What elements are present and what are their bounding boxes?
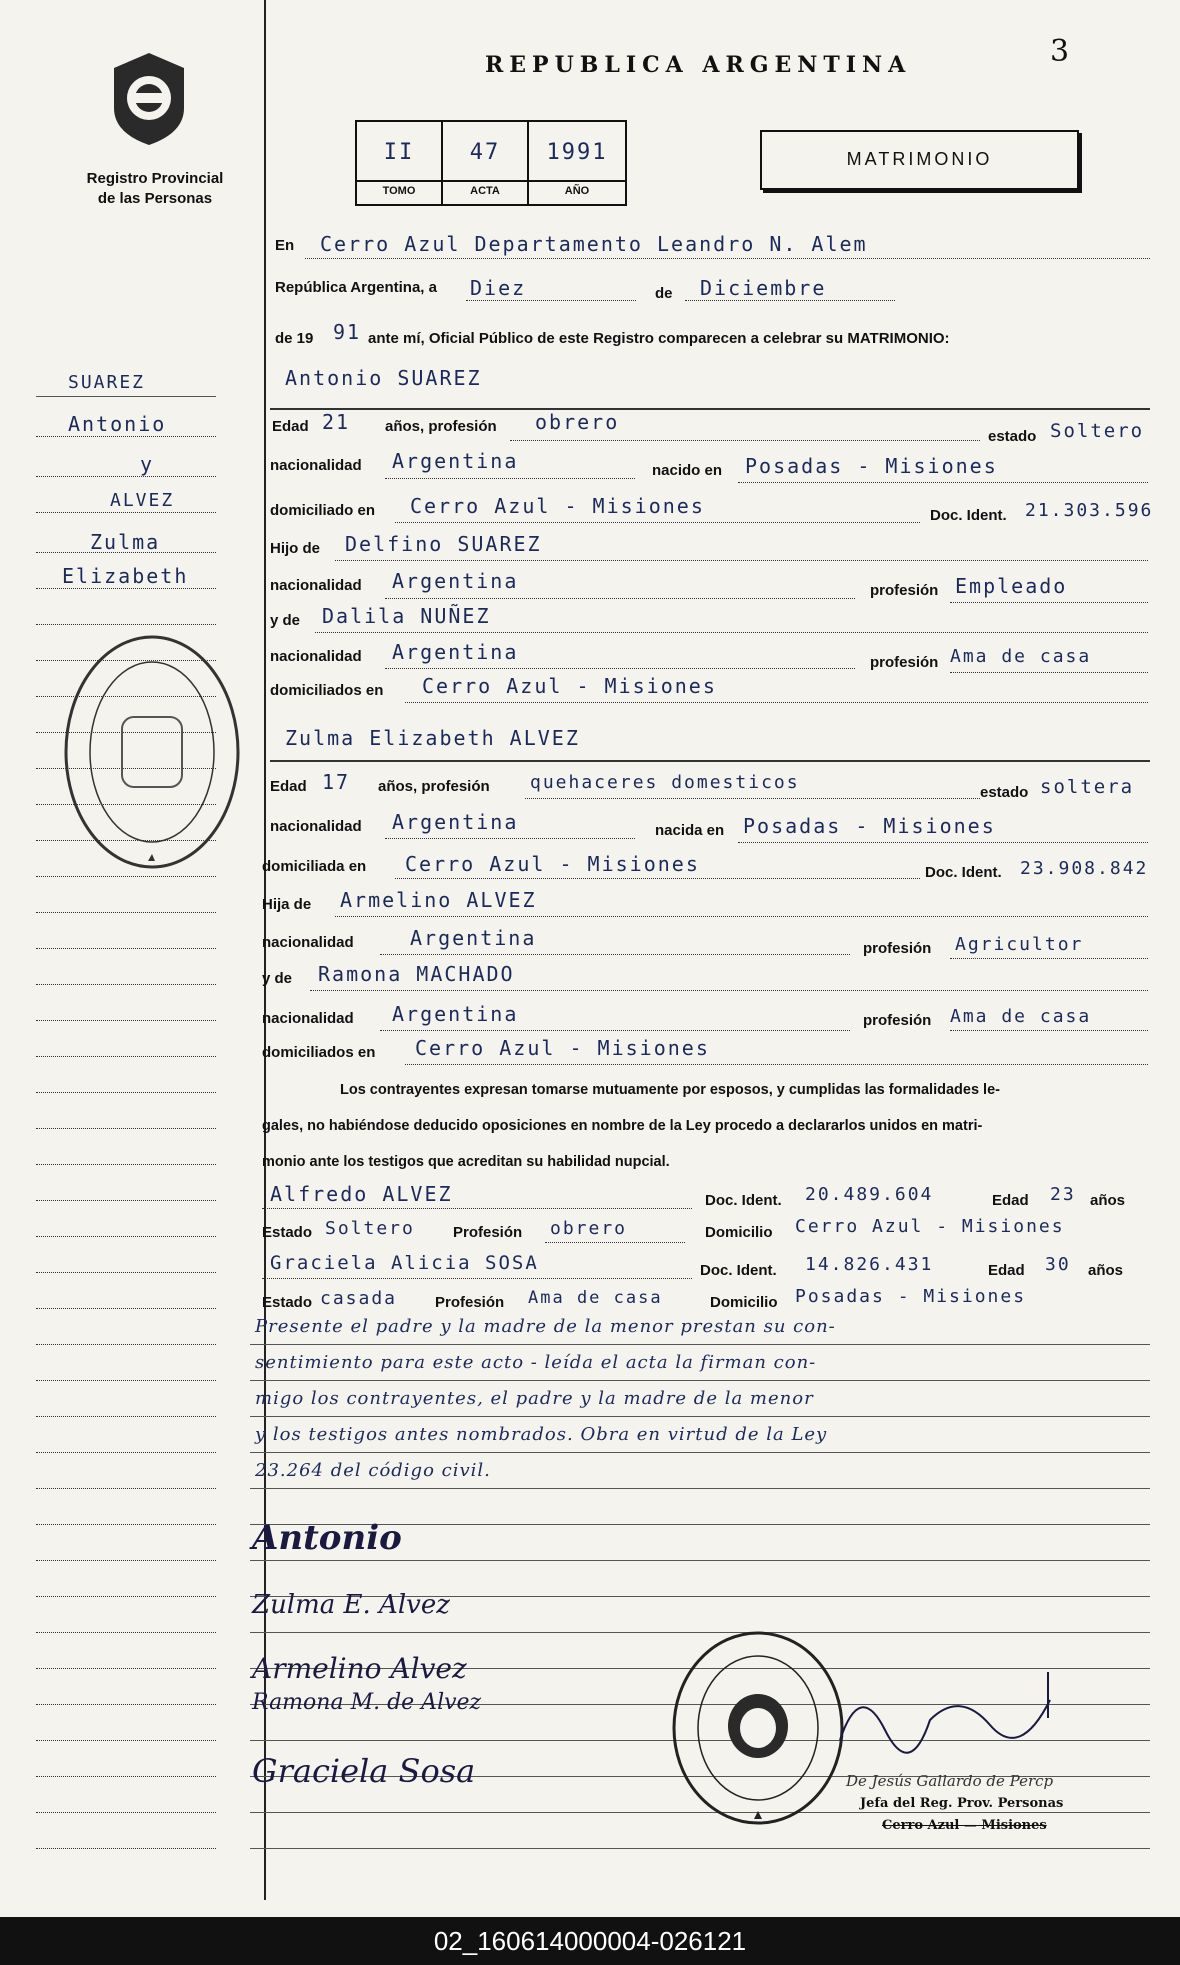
witness1-doc: 20.489.604 — [805, 1184, 934, 1205]
signature-ruled-line — [250, 1560, 1150, 1561]
bride-parents-dom: Cerro Azul - Misiones — [415, 1036, 710, 1060]
margin-sep: y — [140, 452, 155, 476]
witness2-dom-label: Domicilio — [710, 1294, 778, 1311]
groom-doc: 21.303.596 — [1025, 500, 1154, 521]
official-place: Cerro Azul — Misiones — [882, 1818, 1047, 1833]
witness2-name: Graciela Alicia SOSA — [270, 1252, 539, 1274]
country-title: REPUBLICA ARGENTINA — [485, 52, 912, 78]
margin-dotted-line — [36, 1308, 216, 1309]
groom-mother: Dalila NUÑEZ — [322, 604, 491, 628]
margin-dotted-line — [36, 1812, 216, 1813]
bride-father-nac: Argentina — [410, 926, 537, 950]
bride-parents-dom-label: domiciliados en — [262, 1044, 376, 1061]
groom-profesion: obrero — [535, 410, 620, 434]
note-line5: 23.264 del código civil. — [255, 1460, 491, 1481]
witness2-estado: casada — [320, 1288, 398, 1309]
groom-edad: 21 — [322, 410, 351, 434]
day: Diez — [470, 276, 527, 300]
delegation-stamp — [668, 1628, 848, 1828]
margin-dotted-line — [36, 1488, 216, 1489]
margin-dotted-line — [36, 1236, 216, 1237]
note-line1: Presente el padre y la madre de la menor prestan su con- — [255, 1316, 836, 1337]
witness1-anos-label: años — [1090, 1192, 1126, 1209]
de-label: de — [655, 285, 673, 302]
note-line2: sentimiento para este acto - leída el acta la firman con- — [255, 1352, 817, 1373]
witness2-estado-label: Estado — [262, 1294, 313, 1311]
bride-nac: Argentina — [392, 810, 519, 834]
signature-ruled-line — [250, 1848, 1150, 1849]
witness1-prof-label: Profesión — [453, 1224, 523, 1241]
witness1-estado: Soltero — [325, 1218, 415, 1239]
official-signature-scribble — [830, 1670, 1060, 1760]
record-type-box — [760, 130, 1079, 190]
margin-dotted-line — [36, 1200, 216, 1201]
signature-witness2: Graciela Sosa — [252, 1752, 476, 1790]
witness1-estado-label: Estado — [262, 1224, 313, 1241]
groom-parents-dom: Cerro Azul - Misiones — [422, 674, 717, 698]
bride-mother: Ramona MACHADO — [318, 962, 515, 986]
witness1-doc-label: Doc. Ident. — [705, 1192, 782, 1209]
margin-dotted-line — [36, 1128, 216, 1129]
registry-logo — [104, 48, 194, 148]
witness1-name: Alfredo ALVEZ — [270, 1182, 453, 1206]
bride-mother-nac-label: nacionalidad — [262, 1010, 354, 1027]
ano-value: 1991 — [546, 140, 608, 165]
margin-dotted-line — [36, 1380, 216, 1381]
groom-doc-label: Doc. Ident. — [930, 507, 1007, 524]
note-line4: y los testigos antes nombrados. Obra en virtud de la Ley — [255, 1424, 828, 1445]
witness2-doc-label: Doc. Ident. — [700, 1262, 777, 1279]
note-line3: migo los contrayentes, el padre y la madre de la menor — [255, 1388, 814, 1409]
margin-dotted-line — [36, 1020, 216, 1021]
margin-dotted-line — [36, 1416, 216, 1417]
groom-estado: Soltero — [1050, 420, 1145, 442]
witness2-prof: Ama de casa — [528, 1288, 663, 1308]
bride-father-prof-label: profesión — [863, 940, 932, 957]
margin-dotted-line — [36, 1344, 216, 1345]
witness1-dom-label: Domicilio — [705, 1224, 773, 1241]
acta-value: 47 — [469, 140, 501, 165]
ano-label: AÑO — [564, 185, 590, 197]
groom-hijo-label: Hijo de — [270, 540, 321, 557]
margin-name2a: Zulma — [90, 530, 161, 554]
bride-hija-label: Hija de — [262, 896, 312, 913]
witness1-prof: obrero — [550, 1218, 628, 1239]
witness2-doc: 14.826.431 — [805, 1254, 934, 1275]
margin-surname2: ALVEZ — [110, 490, 175, 511]
signature-bride-mother: Ramona M. de Alvez — [252, 1690, 482, 1715]
official-name: De Jesús Gallardo de Percp — [846, 1772, 1054, 1790]
tomo-value: II — [383, 140, 415, 165]
page-number: 3 — [1050, 34, 1070, 69]
groom-yde-label: y de — [270, 612, 301, 629]
acta-label: ACTA — [470, 185, 500, 197]
margin-surname1: SUAREZ — [68, 372, 146, 393]
groom-estado-label: estado — [988, 428, 1037, 445]
witness2-prof-label: Profesión — [435, 1294, 505, 1311]
margin-dotted-line — [36, 1560, 216, 1561]
margin-dotted-line — [36, 1704, 216, 1705]
margin-name2b: Elizabeth — [62, 564, 189, 588]
witness1-edad: 23 — [1050, 1184, 1076, 1205]
declaration-line1: Los contrayentes expresan tomarse mutuamente por esposos, y cumplidas las formalidades le- — [340, 1082, 1000, 1098]
bride-nac-label: nacionalidad — [270, 818, 362, 835]
groom-father-nac: Argentina — [392, 569, 519, 593]
groom-dom-label: domiciliado en — [270, 502, 376, 519]
witness2-edad: 30 — [1045, 1254, 1071, 1275]
file-id-bar — [0, 1917, 1180, 1965]
bride-nacida: Posadas - Misiones — [743, 814, 996, 838]
bride-mother-prof-label: profesión — [863, 1012, 932, 1029]
margin-dotted-line — [36, 1524, 216, 1525]
bride-mother-prof: Ama de casa — [950, 1006, 1092, 1027]
margin-dotted-line — [36, 1776, 216, 1777]
bride-dom-label: domiciliada en — [262, 858, 367, 875]
bride-doc: 23.908.842 — [1020, 858, 1149, 879]
bride-anos-label: años, profesión — [378, 778, 490, 795]
margin-dotted-line — [36, 876, 216, 877]
tomo-label: TOMO — [382, 185, 416, 197]
groom-mother-prof-label: profesión — [870, 654, 939, 671]
file-id: 02_160614000004-026121 — [433, 1926, 747, 1956]
margin-dotted-line — [36, 1740, 216, 1741]
signature-bride-father: Armelino Alvez — [252, 1652, 467, 1685]
place: Cerro Azul Departamento Leandro N. Alem — [320, 232, 868, 256]
declaration-line3: monio ante los testigos que acreditan su habilidad nupcial. — [262, 1154, 670, 1170]
margin-name1: Antonio — [68, 412, 167, 436]
year-suffix: 91 — [333, 320, 362, 344]
groom-father-prof: Empleado — [955, 574, 1068, 598]
witness1-dom: Cerro Azul - Misiones — [795, 1216, 1065, 1237]
margin-dotted-line — [36, 984, 216, 985]
groom-nac: Argentina — [392, 449, 519, 473]
groom-edad-label: Edad — [272, 418, 309, 435]
registry-name-line1: Registro Provincial — [86, 170, 224, 187]
bride-dom: Cerro Azul - Misiones — [405, 852, 700, 876]
signature-bride: Zulma E. Alvez — [252, 1590, 450, 1620]
margin-dotted-line — [36, 1596, 216, 1597]
record-type: MATRIMONIO — [846, 149, 993, 169]
groom-father-nac-label: nacionalidad — [270, 577, 362, 594]
bride-father-nac-label: nacionalidad — [262, 934, 354, 951]
bride-mother-nac: Argentina — [392, 1002, 519, 1026]
bride-estado-label: estado — [980, 784, 1029, 801]
groom-dom: Cerro Azul - Misiones — [410, 494, 705, 518]
bride-father: Armelino ALVEZ — [340, 888, 537, 912]
bride-yde-label: y de — [262, 970, 293, 987]
year-prefix: de 19 — [275, 330, 314, 347]
groom-mother-prof: Ama de casa — [950, 646, 1092, 667]
margin-dotted-line — [36, 912, 216, 913]
witness1-edad-label: Edad — [992, 1192, 1029, 1209]
groom-nac-label: nacionalidad — [270, 457, 362, 474]
groom-nacido: Posadas - Misiones — [745, 454, 998, 478]
groom-anos-label: años, profesión — [385, 418, 497, 435]
declaration-line2: gales, no habiéndose deducido oposiciones en nombre de la Ley procedo a declararlos unidos en matri- — [262, 1118, 983, 1134]
groom-name: Antonio SUAREZ — [285, 366, 482, 390]
groom-mother-nac-label: nacionalidad — [270, 648, 362, 665]
groom-nacido-label: nacido en — [652, 462, 723, 479]
groom-father-prof-label: profesión — [870, 582, 939, 599]
groom-parents-dom-label: domiciliados en — [270, 682, 384, 699]
republica-label: República Argentina, a — [275, 279, 437, 296]
margin-dotted-line — [36, 1272, 216, 1273]
month: Diciembre — [700, 276, 827, 300]
witness2-edad-label: Edad — [988, 1262, 1025, 1279]
margin-dotted-line — [36, 1632, 216, 1633]
margin-dotted-line — [36, 1092, 216, 1093]
margin-dotted-line — [36, 1056, 216, 1057]
bride-doc-label: Doc. Ident. — [925, 864, 1002, 881]
bride-edad-label: Edad — [270, 778, 307, 795]
bride-name: Zulma Elizabeth ALVEZ — [285, 726, 580, 750]
bride-father-prof: Agricultor — [955, 934, 1084, 955]
groom-mother-nac: Argentina — [392, 640, 519, 664]
margin-dotted-line — [36, 1164, 216, 1165]
bride-nacida-label: nacida en — [655, 822, 725, 839]
signature-groom: Antonio — [252, 1518, 402, 1558]
bride-estado: soltera — [1040, 776, 1135, 798]
margin-dotted-line — [36, 1668, 216, 1669]
official-title: Jefa del Reg. Prov. Personas — [860, 1796, 1064, 1811]
registry-name-line2: de las Personas — [97, 190, 213, 207]
bride-edad: 17 — [322, 770, 351, 794]
intro-text: ante mí, Oficial Público de este Registro comparecen a celebrar su MATRIMONIO: — [368, 330, 950, 347]
margin-dotted-line — [36, 948, 216, 949]
en-label: En — [275, 237, 295, 254]
witness2-dom: Posadas - Misiones — [795, 1286, 1027, 1307]
left-official-stamp — [62, 632, 242, 872]
groom-father: Delfino SUAREZ — [345, 532, 542, 556]
margin-dotted-line — [36, 1848, 216, 1849]
record-id-box — [355, 120, 627, 206]
bride-profesion: quehaceres domesticos — [530, 772, 800, 793]
margin-dotted-line — [36, 1452, 216, 1453]
witness2-anos-label: años — [1088, 1262, 1124, 1279]
